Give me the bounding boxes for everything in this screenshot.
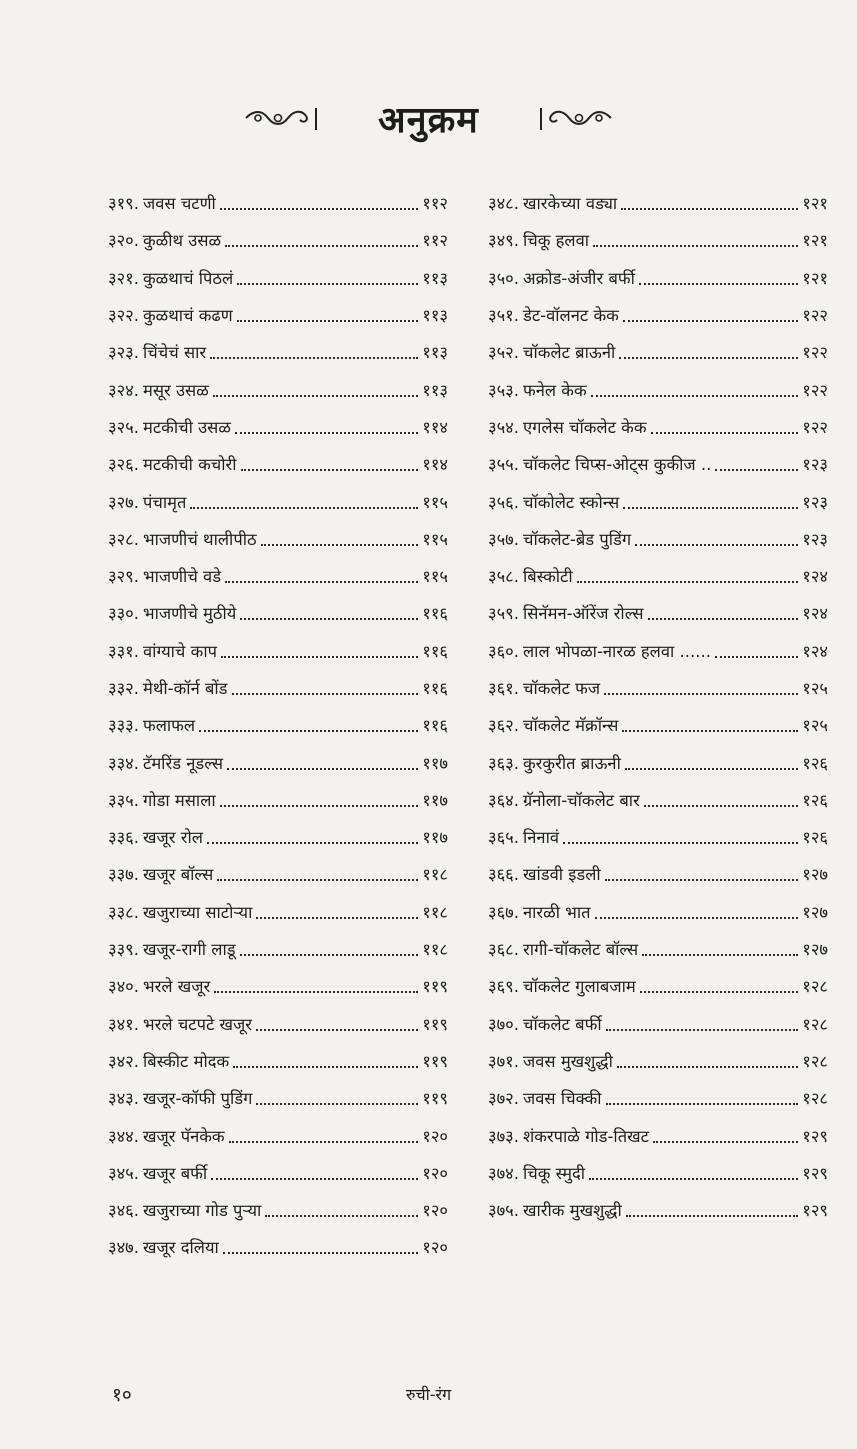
dot-leader: [617, 1065, 798, 1068]
entry-number: ३२०.: [108, 231, 139, 251]
entry-number: ३६०.: [488, 641, 519, 661]
entry-page: ११९: [422, 1051, 448, 1071]
entry-number: ३१९.: [108, 194, 139, 214]
entry-page: १२०: [422, 1201, 448, 1221]
toc-entry: [108, 743, 448, 780]
toc-entry: [108, 557, 448, 594]
entry-title: जवस चिक्की: [523, 1089, 602, 1109]
toc-entry: [108, 594, 448, 631]
dot-leader: [240, 953, 419, 956]
toc-entry: [488, 445, 828, 482]
entry-title: भाजणीचे मुठीये: [143, 604, 237, 624]
entry-page: १२४: [802, 567, 828, 587]
entry-page: १२७: [802, 940, 828, 960]
entry-title: बिस्कीट मोदक: [143, 1051, 230, 1071]
entry-title: निनावं: [523, 828, 560, 848]
entry-page: १२०: [422, 1238, 448, 1258]
dot-leader: [207, 841, 418, 844]
toc-entry: [488, 632, 828, 669]
dot-leader: [217, 878, 418, 881]
entry-title: कुरकुरीत ब्राऊनी: [523, 753, 621, 773]
dot-leader: [715, 655, 798, 658]
toc-entry: [488, 333, 828, 370]
left-ornament-icon: [244, 106, 318, 130]
entry-title: खजुराच्या साटोऱ्या: [143, 902, 253, 922]
toc-entry: [488, 855, 828, 892]
toc-left-column: [108, 184, 448, 1266]
dot-leader: [220, 804, 419, 807]
entry-number: ३६७.: [488, 902, 519, 922]
toc-entry: [488, 184, 828, 221]
entry-page: ११३: [422, 268, 448, 288]
entry-title: जवस मुखशुद्धी: [523, 1051, 613, 1071]
entry-page: ११७: [422, 790, 448, 810]
entry-number: ३६५.: [488, 828, 519, 848]
entry-number: ३२७.: [108, 492, 139, 512]
dot-leader: [625, 767, 798, 770]
entry-title: खारकेच्या वड्या: [523, 194, 618, 214]
entry-number: ३३७.: [108, 865, 139, 885]
toc-entry: [488, 296, 828, 333]
entry-page: १२२: [802, 417, 828, 437]
toc-entry: [488, 967, 828, 1004]
toc-entry: [488, 1154, 828, 1191]
entry-number: ३३९.: [108, 940, 139, 960]
toc-entry: [108, 669, 448, 706]
dot-leader: [640, 990, 799, 993]
entry-page: १२३: [802, 455, 828, 475]
entry-title: खजूर बर्फी: [143, 1163, 208, 1183]
entry-page: १२५: [802, 716, 828, 736]
toc-entry: [108, 893, 448, 930]
toc-entry: [108, 520, 448, 557]
entry-page: ११३: [422, 380, 448, 400]
entry-number: ३५५.: [488, 455, 519, 475]
entry-title: खजुराच्या गोड पुऱ्या: [143, 1201, 262, 1221]
entry-number: ३७१.: [488, 1051, 519, 1071]
toc-entry: [108, 1042, 448, 1079]
toc-entry: [488, 259, 828, 296]
entry-title: कुळीथ उसळ: [143, 231, 222, 251]
entry-title: चॉकलेट ब्राऊनी: [523, 343, 616, 363]
toc-entry: [488, 706, 828, 743]
entry-title: चिकू हलवा: [523, 231, 590, 251]
dot-leader: [651, 431, 799, 434]
toc-entry: [488, 482, 828, 519]
dot-leader: [606, 1028, 799, 1031]
entry-number: ३२६.: [108, 455, 139, 475]
entry-title: शंकरपाळे गोड-तिखट: [523, 1126, 649, 1146]
toc-entry: [488, 1191, 828, 1228]
dot-leader: [214, 990, 418, 993]
entry-number: ३५२.: [488, 343, 519, 363]
dot-leader: [626, 1214, 798, 1217]
entry-page: १२६: [802, 790, 828, 810]
entry-page: १२१: [802, 194, 828, 214]
entry-page: ११५: [422, 529, 448, 549]
entry-title: खांडवी इडली: [523, 865, 601, 885]
entry-page: ११९: [422, 1014, 448, 1034]
entry-title: बिस्कोटी: [523, 567, 573, 587]
entry-title: चॉकलेट चिप्स-ओट्स कुकीज ..: [523, 455, 712, 475]
dot-leader: [256, 916, 418, 919]
entry-number: ३७०.: [488, 1014, 519, 1034]
entry-title: चिंचेचं सार: [143, 343, 207, 363]
entry-title: खारीक मुखशुद्धी: [523, 1201, 622, 1221]
entry-number: ३४०.: [108, 977, 139, 997]
entry-number: ३४७.: [108, 1238, 139, 1258]
entry-page: १२२: [802, 380, 828, 400]
entry-number: ३३५.: [108, 790, 139, 810]
footer-page-number: १०: [112, 1384, 132, 1406]
dot-leader: [261, 543, 419, 546]
entry-title: गोडा मसाला: [143, 790, 216, 810]
entry-title: वांग्याचे काप: [143, 641, 217, 661]
entry-page: ११५: [422, 567, 448, 587]
toc-entry: [108, 445, 448, 482]
dot-leader: [235, 431, 418, 434]
entry-page: ११३: [422, 306, 448, 326]
entry-number: ३६९.: [488, 977, 519, 997]
entry-title: खजूर दलिया: [143, 1238, 219, 1258]
entry-number: ३२१.: [108, 268, 139, 288]
dot-leader: [644, 804, 798, 807]
entry-number: ३३४.: [108, 753, 139, 773]
entry-page: ११३: [422, 343, 448, 363]
toc-entry: [488, 594, 828, 631]
dot-leader: [233, 1065, 418, 1068]
entry-page: १२८: [802, 977, 828, 997]
toc-entry: [108, 296, 448, 333]
entry-page: १२९: [802, 1201, 828, 1221]
entry-title: भाजणीचे वडे: [143, 567, 222, 587]
entry-number: ३५०.: [488, 268, 519, 288]
entry-title: रागी-चॉकलेट बॉल्स: [523, 940, 639, 960]
dot-leader: [256, 1102, 418, 1105]
entry-page: ११६: [422, 716, 448, 736]
entry-page: ११८: [422, 940, 448, 960]
entry-page: ११५: [422, 492, 448, 512]
dot-leader: [604, 692, 798, 695]
toc-entry: [488, 520, 828, 557]
dot-leader: [577, 580, 799, 583]
toc-entry: [108, 930, 448, 967]
entry-page: १२२: [802, 343, 828, 363]
toc-entry: [108, 370, 448, 407]
toc-entry: [108, 184, 448, 221]
entry-page: १२३: [802, 529, 828, 549]
entry-page: १२१: [802, 231, 828, 251]
toc-right-column: [488, 184, 828, 1228]
toc-entry: [488, 370, 828, 407]
dot-leader: [623, 319, 798, 322]
entry-number: ३२८.: [108, 529, 139, 549]
entry-number: ३३६.: [108, 828, 139, 848]
dot-leader: [223, 1251, 418, 1254]
entry-number: ३४८.: [488, 194, 519, 214]
entry-number: ३३३.: [108, 716, 139, 736]
toc-entry: [488, 818, 828, 855]
dot-leader: [715, 468, 798, 471]
toc-entry: [108, 855, 448, 892]
dot-leader: [210, 356, 418, 359]
entry-page: ११६: [422, 679, 448, 698]
entry-page: १२७: [802, 865, 828, 885]
entry-title: पंचामृत: [143, 492, 187, 512]
toc-entry: [108, 1154, 448, 1191]
entry-title: मेथी-कॉर्न बोंड: [143, 679, 228, 698]
toc-entry: [488, 557, 828, 594]
entry-number: ३५९.: [488, 604, 519, 624]
entry-title: ग्रॅनोला-चॉकलेट बार: [523, 790, 640, 810]
entry-number: ३३८.: [108, 902, 139, 922]
entry-title: फलाफल: [143, 716, 196, 736]
dot-leader: [589, 1177, 798, 1180]
toc-entry: [108, 1191, 448, 1228]
entry-title: चॉकलेट बर्फी: [523, 1014, 602, 1034]
entry-title: भाजणीचं थालीपीठ: [143, 529, 257, 549]
entry-number: ३७२.: [488, 1089, 519, 1109]
dot-leader: [623, 506, 798, 509]
toc-entry: [108, 221, 448, 258]
toc-entry: [108, 818, 448, 855]
dot-leader: [635, 543, 798, 546]
toc-entry: [488, 1042, 828, 1079]
entry-title: सिनॅमन-ऑरेंज रोल्स: [523, 604, 644, 624]
dot-leader: [232, 692, 419, 695]
entry-number: ३५४.: [488, 417, 519, 437]
entry-page: ११८: [422, 865, 448, 885]
entry-number: ३२२.: [108, 306, 139, 326]
entry-number: ३२३.: [108, 343, 139, 363]
entry-number: ३३२.: [108, 679, 139, 698]
toc-entry: [488, 743, 828, 780]
toc-entry: [108, 632, 448, 669]
entry-page: ११८: [422, 902, 448, 922]
toc-entry: [108, 1079, 448, 1116]
toc-entry: [108, 333, 448, 370]
entry-page: ११२: [422, 231, 448, 251]
dot-leader: [619, 356, 798, 359]
toc-entry: [488, 408, 828, 445]
entry-page: १२४: [802, 604, 828, 624]
dot-leader: [225, 244, 418, 247]
entry-title: चिकू स्मुदी: [523, 1163, 585, 1183]
dot-leader: [593, 244, 798, 247]
entry-number: ३४६.: [108, 1201, 139, 1221]
entry-page: १२९: [802, 1163, 828, 1183]
entry-page: १२२: [802, 306, 828, 326]
entry-page: १२८: [802, 1051, 828, 1071]
entry-number: ३५६.: [488, 492, 519, 512]
entry-page: १२६: [802, 753, 828, 773]
entry-title: भरले चटपटे खजूर: [143, 1014, 252, 1034]
entry-number: ३४३.: [108, 1089, 139, 1109]
entry-page: १२०: [422, 1126, 448, 1146]
dot-leader: [595, 916, 799, 919]
dot-leader: [229, 1140, 419, 1143]
entry-number: ३३१.: [108, 641, 139, 661]
entry-page: १२६: [802, 828, 828, 848]
entry-number: ३६१.: [488, 679, 519, 698]
entry-page: १२१: [802, 268, 828, 288]
entry-title: चॉकलेट मॅक्रॉन्स: [523, 716, 619, 736]
entry-title: लाल भोपळा-नारळ हलवा ......: [523, 641, 711, 661]
toc-entry: [488, 1079, 828, 1116]
entry-number: ३७३.: [488, 1126, 519, 1146]
entry-title: अक्रोड-अंजीर बर्फी: [523, 268, 635, 288]
dot-leader: [639, 282, 798, 285]
entry-page: १२०: [422, 1163, 448, 1183]
entry-page: ११४: [422, 455, 448, 475]
entry-number: ३५८.: [488, 567, 519, 587]
entry-page: ११६: [422, 641, 448, 661]
dot-leader: [642, 953, 798, 956]
page-header: [0, 88, 857, 148]
dot-leader: [220, 207, 418, 210]
toc-entry: [488, 1005, 828, 1042]
entry-page: १२८: [802, 1014, 828, 1034]
entry-title: जवस चटणी: [143, 194, 216, 214]
dot-leader: [241, 468, 419, 471]
dot-leader: [227, 767, 418, 770]
entry-number: ३६२.: [488, 716, 519, 736]
toc-entry: [488, 781, 828, 818]
entry-title: चॉकलेट फज: [523, 679, 601, 698]
dot-leader: [221, 655, 418, 658]
entry-number: ३४५.: [108, 1163, 139, 1183]
entry-title: भरले खजूर: [143, 977, 211, 997]
dot-leader: [622, 729, 798, 732]
entry-page: ११४: [422, 417, 448, 437]
toc-entry: [108, 1116, 448, 1153]
right-ornament-icon: [539, 106, 613, 130]
entry-page: १२८: [802, 1089, 828, 1109]
toc-entry: [108, 482, 448, 519]
toc-entry: [488, 669, 828, 706]
footer-book-title: रुची-रंग: [405, 1385, 452, 1404]
entry-number: ३७५.: [488, 1201, 519, 1221]
entry-number: ३३०.: [108, 604, 139, 624]
dot-leader: [256, 1028, 418, 1031]
entry-number: ३५७.: [488, 529, 519, 549]
entry-title: फनेल केक: [523, 380, 587, 400]
entry-page: १२५: [802, 679, 828, 698]
entry-title: मटकीची उसळ: [143, 417, 231, 437]
entry-title: कुळथाचं कढण: [143, 306, 233, 326]
dot-leader: [621, 207, 798, 210]
entry-number: ३५१.: [488, 306, 519, 326]
entry-title: चॉकोलेट स्कोन्स: [523, 492, 620, 512]
toc-entry: [108, 259, 448, 296]
entry-page: ११९: [422, 977, 448, 997]
dot-leader: [591, 394, 799, 397]
dot-leader: [237, 319, 419, 322]
dot-leader: [648, 617, 799, 620]
entry-title: मसूर उसळ: [143, 380, 209, 400]
dot-leader: [563, 841, 798, 844]
toc-entry: [488, 930, 828, 967]
dot-leader: [211, 1177, 418, 1180]
dot-leader: [240, 617, 418, 620]
entry-number: ३४१.: [108, 1014, 139, 1034]
entry-title: खजूर-कॉफी पुडिंग: [143, 1089, 253, 1109]
entry-title: चॉकलेट गुलाबजाम: [523, 977, 636, 997]
entry-title: चॉकलेट-ब्रेड पुडिंग: [523, 529, 632, 549]
entry-number: ३४२.: [108, 1051, 139, 1071]
entry-page: १२७: [802, 902, 828, 922]
entry-number: ३२५.: [108, 417, 139, 437]
entry-page: ११७: [422, 753, 448, 773]
toc-entry: [488, 893, 828, 930]
toc-entry: [108, 706, 448, 743]
entry-title: खजूर बॉल्स: [143, 865, 214, 885]
dot-leader: [199, 729, 418, 732]
entry-number: ३६४.: [488, 790, 519, 810]
entry-page: १२९: [802, 1126, 828, 1146]
entry-number: ३२९.: [108, 567, 139, 587]
toc-entry: [108, 1005, 448, 1042]
toc-entry: [488, 221, 828, 258]
dot-leader: [265, 1214, 418, 1217]
entry-page: ११९: [422, 1089, 448, 1109]
entry-page: ११६: [422, 604, 448, 624]
entry-number: ३६३.: [488, 753, 519, 773]
toc-entry: [108, 408, 448, 445]
entry-title: डेट-वॉलनट केक: [523, 306, 619, 326]
entry-page: १२३: [802, 492, 828, 512]
entry-page: ११७: [422, 828, 448, 848]
entry-title: मटकीची कचोरी: [143, 455, 237, 475]
entry-page: ११२: [422, 194, 448, 214]
dot-leader: [190, 506, 418, 509]
toc-entry: [488, 1116, 828, 1153]
entry-page: १२४: [802, 641, 828, 661]
entry-title: खजूर रोल: [143, 828, 203, 848]
entry-number: ३५३.: [488, 380, 519, 400]
entry-number: ३४४.: [108, 1126, 139, 1146]
entry-title: एगलेस चॉकलेट केक: [523, 417, 647, 437]
toc-entry: [108, 1228, 448, 1265]
entry-number: ३६६.: [488, 865, 519, 885]
entry-title: नारळी भात: [523, 902, 591, 922]
dot-leader: [225, 580, 418, 583]
dot-leader: [213, 394, 418, 397]
entry-title: खजूर पॅनकेक: [143, 1126, 225, 1146]
entry-title: टॅमरिंड नूडल्स: [143, 753, 224, 773]
entry-title: कुळथाचं पिठलं: [143, 268, 234, 288]
entry-number: ३२४.: [108, 380, 139, 400]
entry-number: ३७४.: [488, 1163, 519, 1183]
toc-entry: [108, 781, 448, 818]
dot-leader: [237, 282, 418, 285]
dot-leader: [606, 1102, 799, 1105]
page-title: अनुक्रम: [378, 99, 479, 141]
toc-entry: [108, 967, 448, 1004]
entry-number: ३६८.: [488, 940, 519, 960]
entry-number: ३४९.: [488, 231, 519, 251]
dot-leader: [605, 878, 799, 881]
entry-title: खजूर-रागी लाडू: [143, 940, 236, 960]
dot-leader: [653, 1140, 798, 1143]
